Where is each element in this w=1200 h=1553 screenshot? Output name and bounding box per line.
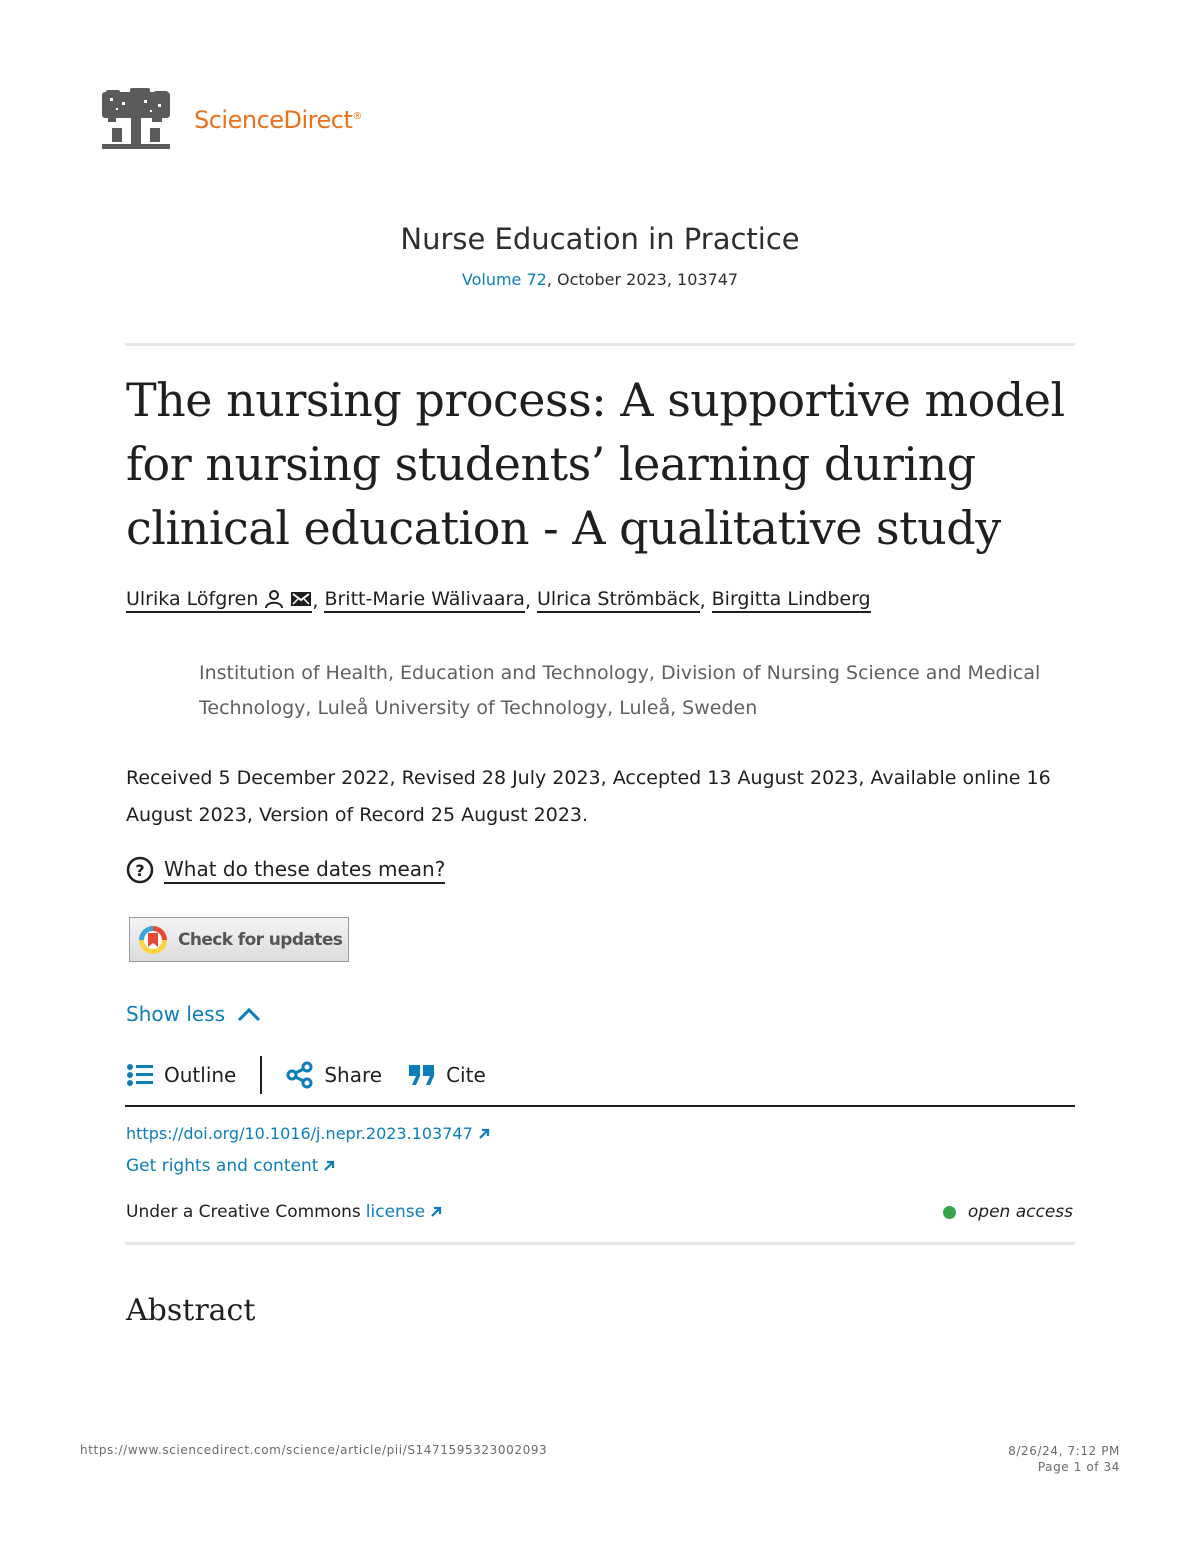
external-link-icon bbox=[430, 1206, 442, 1218]
brand-name: ScienceDirect® bbox=[194, 106, 362, 134]
chevron-up-icon bbox=[237, 1006, 261, 1022]
help-icon bbox=[126, 856, 154, 884]
footer-url: https://www.sciencedirect.com/science/article/pii/S1471595323002093 bbox=[80, 1443, 548, 1457]
quote-icon bbox=[408, 1063, 436, 1087]
open-access-badge: open access bbox=[943, 1202, 1073, 1222]
volume-line bbox=[0, 270, 1200, 289]
affiliation: Institution of Health, Education and Technology, Division of Nursing Science and Medical Technology, Luleå University of Technology, Luleå, Sweden bbox=[199, 662, 1041, 719]
divider bbox=[125, 1242, 1075, 1245]
author-link[interactable]: Ulrika Löfgren bbox=[126, 588, 312, 613]
license-link[interactable]: license bbox=[365, 1202, 426, 1222]
author-link[interactable]: Ulrica Strömbäck bbox=[537, 588, 700, 613]
divider bbox=[125, 343, 1075, 346]
list-icon bbox=[126, 1063, 154, 1087]
footer-timestamp: 8/26/24, 7:12 PM bbox=[1008, 1444, 1120, 1458]
footer-meta bbox=[1008, 1443, 1120, 1475]
share-icon bbox=[286, 1061, 314, 1089]
article-toolbar bbox=[126, 1056, 486, 1094]
article-dates: Received 5 December 2022, Revised 28 July 2023, Accepted 13 August 2023, Available online 16 August 2023, Version of Record 25 August 2023. bbox=[126, 767, 1051, 826]
outline-button[interactable]: Outline bbox=[126, 1063, 236, 1087]
abstract-heading: Abstract bbox=[126, 1293, 256, 1328]
author-separator: , bbox=[312, 589, 319, 612]
license-line: Under a Creative Commons license bbox=[126, 1202, 442, 1222]
dates-help-link[interactable]: ? What do these dates mean? bbox=[126, 856, 445, 884]
author-separator: , bbox=[699, 589, 706, 612]
external-link-icon bbox=[323, 1160, 335, 1172]
elsevier-tree-icon bbox=[100, 88, 172, 152]
check-for-updates-button[interactable]: Check for updates bbox=[129, 917, 349, 962]
author-separator: , bbox=[524, 589, 531, 612]
volume-link[interactable]: Volume 72 bbox=[461, 270, 547, 289]
email-icon bbox=[290, 590, 312, 608]
share-button[interactable]: Share bbox=[286, 1061, 382, 1089]
footer-page-number: Page 1 of 34 bbox=[1037, 1460, 1120, 1474]
crossmark-icon bbox=[138, 925, 168, 955]
cite-button[interactable]: Cite bbox=[408, 1063, 486, 1087]
journal-title[interactable]: Nurse Education in Practice bbox=[400, 222, 800, 256]
external-link-icon bbox=[478, 1128, 490, 1140]
author-link[interactable]: Britt-Marie Wälivaara bbox=[324, 588, 525, 613]
sciencedirect-logo[interactable] bbox=[100, 88, 362, 152]
toolbar-underline bbox=[125, 1105, 1075, 1107]
issue-info: , October 2023, 103747 bbox=[546, 270, 739, 289]
toolbar-divider bbox=[260, 1056, 262, 1094]
show-less-button[interactable]: Show less bbox=[126, 1002, 261, 1026]
article-title: The nursing process: A supportive model for nursing students’ learning during clinical education - A qualitative study bbox=[126, 373, 1065, 555]
open-access-dot-icon bbox=[943, 1206, 956, 1219]
author-link[interactable]: Birgitta Lindberg bbox=[712, 588, 871, 613]
person-icon bbox=[264, 589, 284, 609]
svg-text:?: ? bbox=[135, 861, 145, 880]
author-list bbox=[126, 588, 871, 613]
doi-link[interactable]: https://doi.org/10.1016/j.nepr.2023.103747 bbox=[126, 1124, 490, 1143]
rights-link[interactable]: Get rights and content bbox=[126, 1156, 335, 1176]
